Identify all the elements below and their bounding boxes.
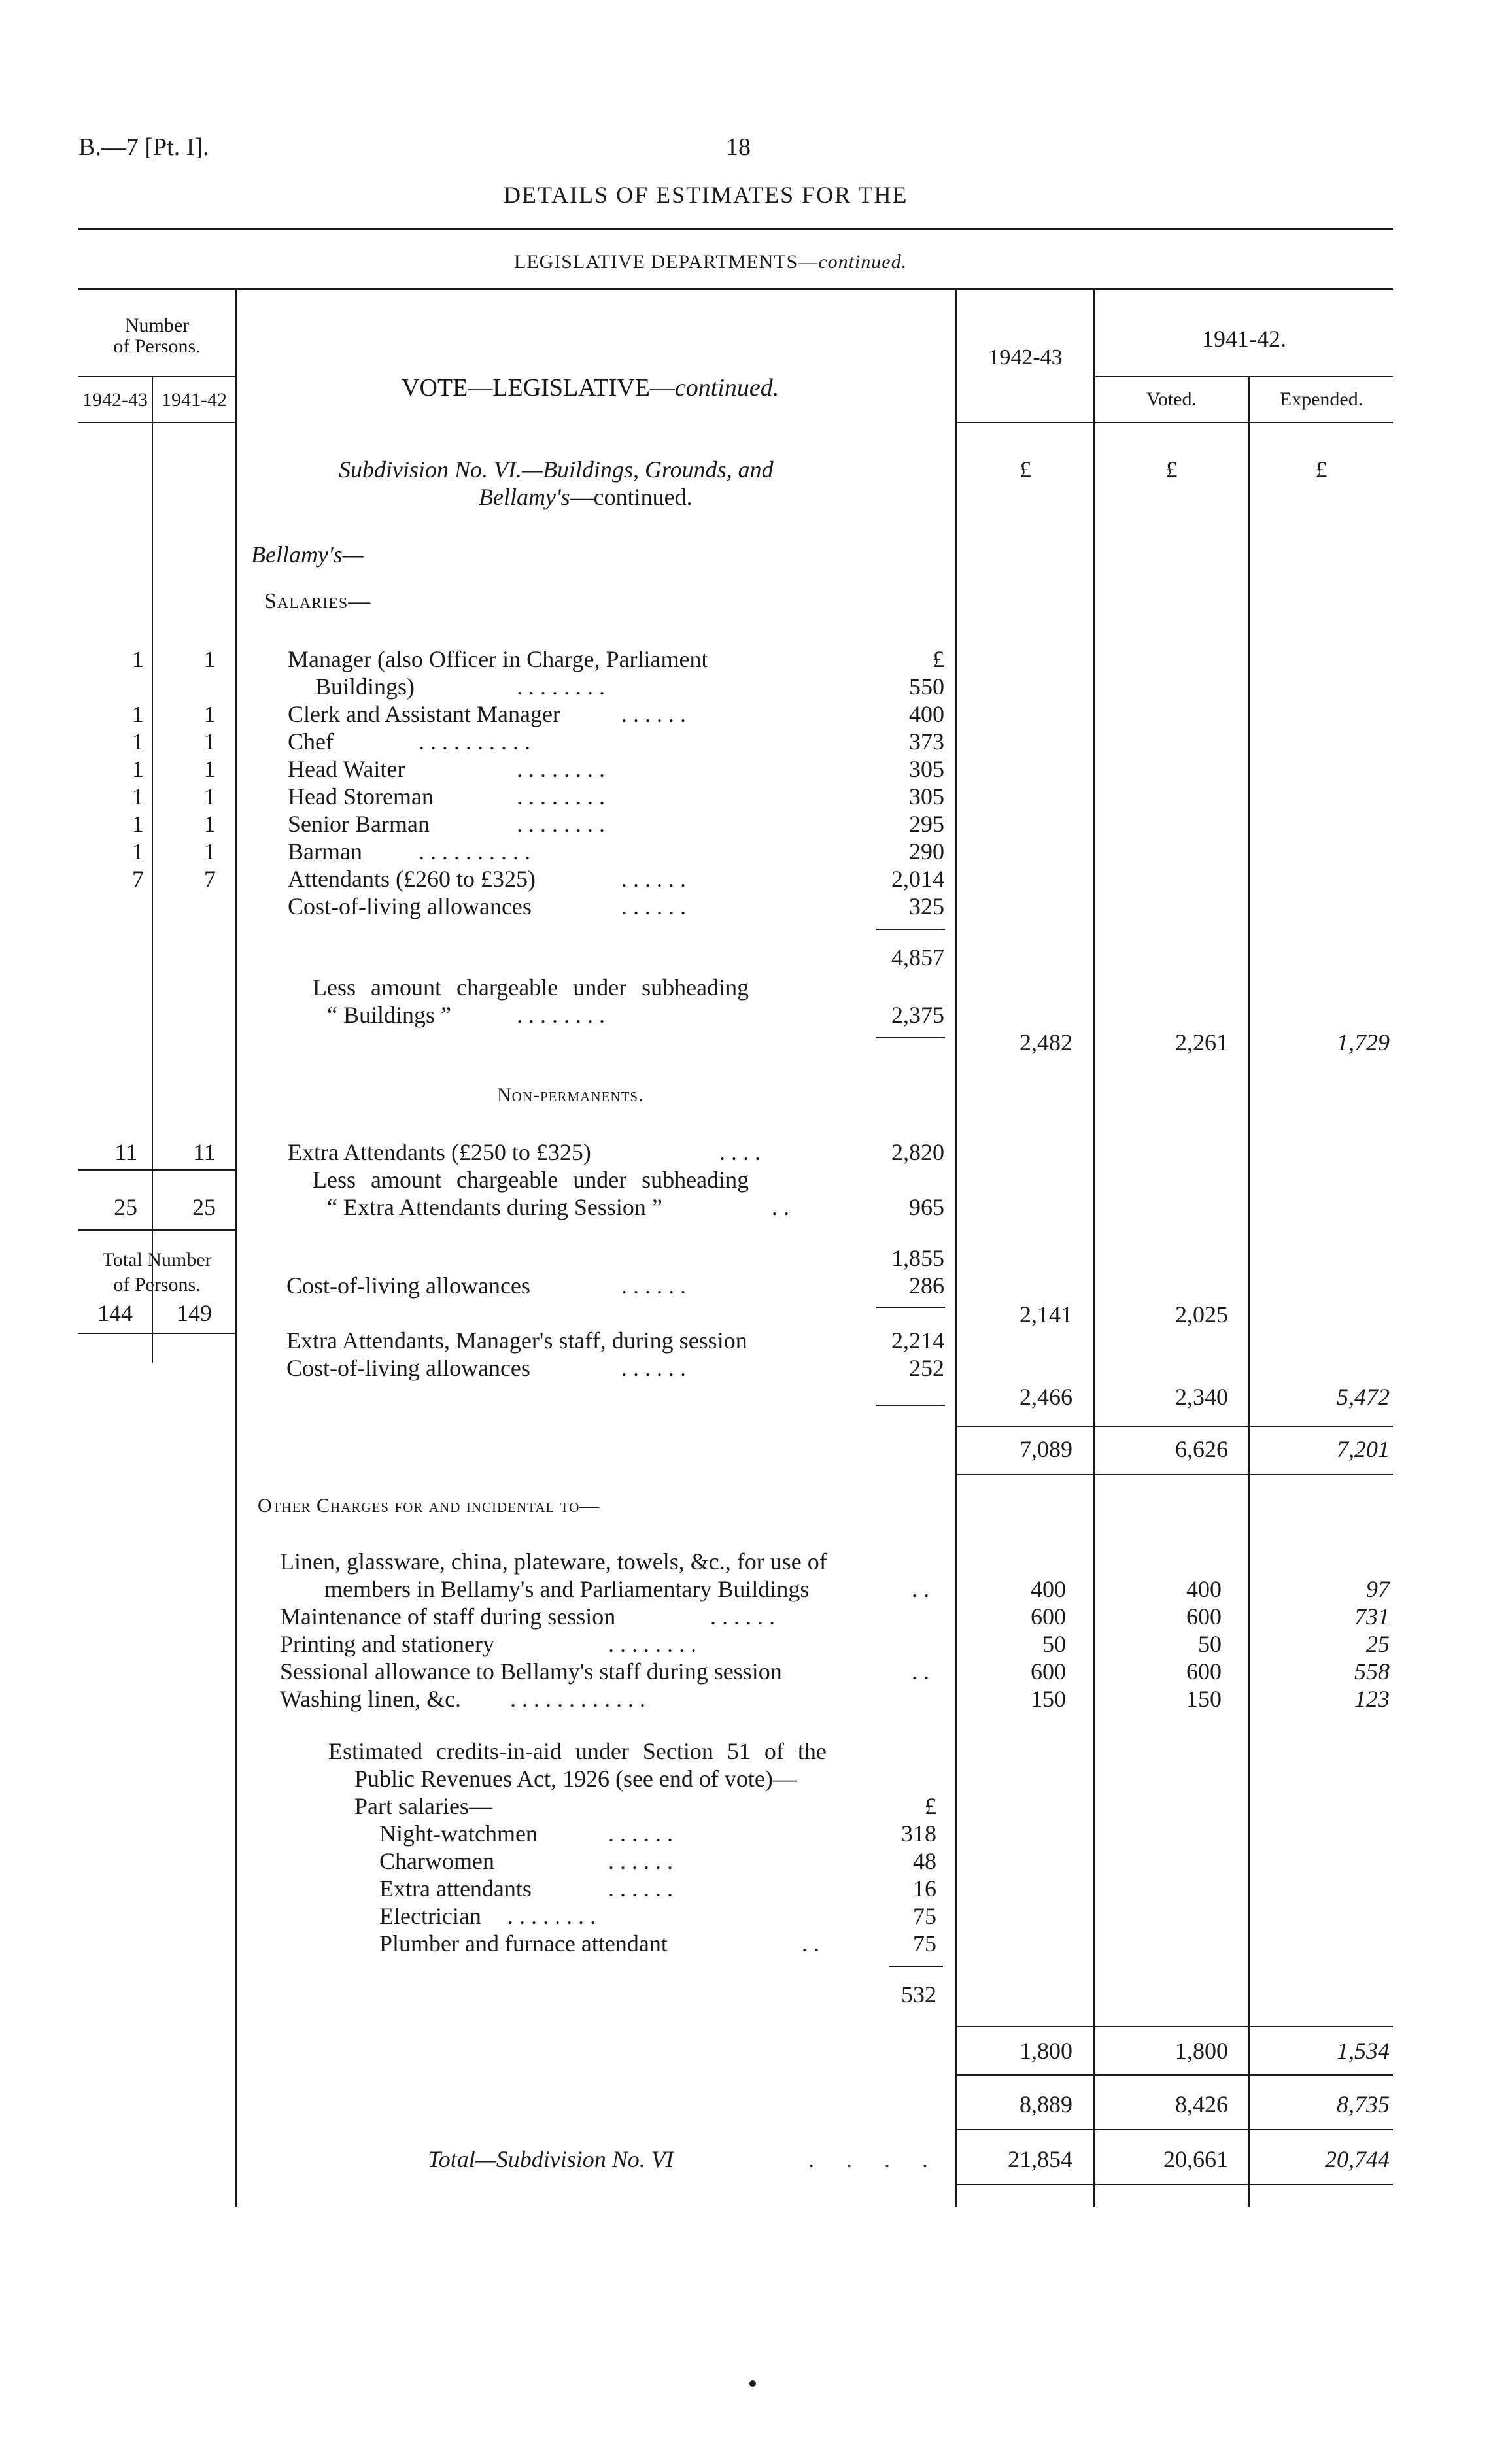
salary-label: Chef [288,728,334,755]
non-perm-net-voted: 2,025 [1175,1301,1228,1327]
non-permanents-heading: Non-permanents. [497,1084,644,1106]
charge-1942: 150 [1031,1686,1066,1712]
salary-amount: 305 [909,783,944,810]
persons-column-divider [235,288,237,2207]
extra-attendants-amount: 2,820 [891,1139,944,1165]
col-voted-divider [1248,376,1250,2207]
charge-expended: 25 [1366,1631,1390,1657]
total-subdivision-label: Total—Subdivision No. VI [428,2146,674,2172]
credit-amount: 75 [913,1903,936,1929]
salary-persons-1941: 1 [204,646,216,672]
salary-persons-1941: 1 [204,728,216,755]
charge-expended: 123 [1354,1686,1390,1712]
salary-label-line1: Manager (also Officer in Charge, Parliament [288,646,708,672]
staff-amount: 2,214 [891,1327,944,1354]
less-line-1: Less amount chargeable under subheading [313,974,749,1001]
non-perm-subtotal: 1,855 [891,1245,944,1271]
charge-1942: 600 [1031,1658,1066,1685]
less-line-1: Less amount chargeable under subheading [313,1167,749,1193]
total-subdivision-expended: 20,744 [1325,2146,1390,2172]
head-bottom-rule [955,422,1393,423]
persons-total-rule [78,1333,235,1334]
subtotal-rule [876,1037,945,1038]
currency-expended: £ [1315,456,1328,483]
total-rule [957,2074,1393,2076]
credit-label: Plumber and furnace attendant [379,1930,668,1957]
salary-persons-1942: 1 [132,783,144,810]
bellamys-heading: Bellamy's— [251,541,364,568]
leader-dots: . . . . . . [621,1355,686,1381]
salary-amount: 305 [909,756,944,782]
bellamys-grand-expended: 8,735 [1337,2091,1390,2117]
header-rule [78,228,1393,230]
subdivision-title: Subdivision No. VI.—Buildings, Grounds, and [339,456,774,483]
salary-label: Cost-of-living allowances [288,893,532,919]
leader-dots: . . [912,1576,929,1602]
leader-dots: . . . . . . . . . . [419,728,530,755]
salary-label: Barman [288,838,362,864]
salary-amount: 295 [909,811,944,837]
total-rule [957,2026,1393,2027]
total-rule [957,2129,1393,2130]
charge-1942: 50 [1042,1631,1066,1657]
salary-persons-1942: 1 [132,701,144,727]
leader-dots: . . . . . . . . [517,783,605,810]
salary-persons-1941: 1 [204,811,216,837]
bellamys-grand-1942: 8,889 [1020,2091,1072,2117]
credits-line-1: Estimated credits-in-aid under Section 51 of the [328,1738,827,1764]
vote-heading: VOTE—LEGISLATIVE—continued. [402,374,780,402]
leader-dots: . . . . . . [621,866,686,892]
leader-dots: . . . . . . . . [517,674,605,700]
salary-label: Attendants (£260 to £325) [288,866,536,892]
credit-amount: 318 [901,1821,936,1847]
credit-label: Night-watchmen [379,1821,538,1847]
salary-persons-1942: 7 [132,866,144,892]
other-total-expended: 1,534 [1337,2038,1390,2064]
charge-voted: 150 [1186,1686,1222,1712]
leader-dots: . . . . . . [608,1821,673,1847]
credit-label: Charwomen [379,1848,494,1874]
subtotal-rule [876,929,945,930]
credit-amount: 16 [913,1875,936,1902]
salaries-grand-voted: 6,626 [1175,1436,1228,1462]
credit-amount: 48 [913,1848,936,1874]
total-rule [957,2184,1393,2185]
salary-persons-1941: 1 [204,838,216,864]
col-1942-divider [1093,288,1095,2207]
charge-label: Printing and stationery [280,1631,494,1657]
leader-dots: . . . . . . . . [517,756,605,782]
cost-of-living-label: Cost-of-living allowances [286,1355,530,1381]
salaries-grand-1942: 7,089 [1020,1436,1072,1462]
credit-label: Electrician [379,1903,481,1929]
subtotal-rule [876,1307,945,1308]
non-perm-net2-voted: 2,340 [1175,1384,1228,1410]
charge-label: members in Bellamy's and Parliamentary Buildings [324,1576,810,1602]
persons-rule [78,1229,235,1231]
total-persons-1942: 144 [97,1300,133,1326]
charge-expended: 97 [1366,1576,1390,1602]
subtotal-rule [889,1966,943,1967]
currency-voted: £ [1165,456,1178,483]
total-subdivision-1942: 21,854 [1008,2146,1072,2172]
page-number: 18 [726,133,751,161]
non-perm-net2-1942: 2,466 [1020,1384,1072,1410]
bellamys-grand-voted: 8,426 [1175,2091,1228,2117]
currency-1942: £ [1020,456,1031,483]
col-1941-header: 1941-42. [1202,326,1286,352]
cost-of-living-label: Cost-of-living allowances [286,1273,530,1299]
charge-voted: 50 [1198,1631,1222,1657]
credit-label: Extra attendants [379,1875,532,1902]
leader-dots: . . . . . . . . . . [419,838,530,864]
salaries-grand-expended: 7,201 [1337,1436,1390,1462]
persons-rule [78,1169,235,1171]
persons-year-b: 1941-42 [162,389,227,411]
col-1942-header: 1942-43 [988,345,1063,369]
less-persons-1941: 25 [192,1194,216,1220]
leader-dots: . . . . . . [608,1848,673,1874]
salary-label: Senior Barman [288,811,430,837]
charge-1942: 400 [1031,1576,1066,1602]
non-perm-net2-expended: 5,472 [1337,1384,1390,1410]
leader-dots: . . [912,1658,929,1685]
charge-expended: 558 [1354,1658,1390,1685]
salaries-total: 4,857 [891,944,944,970]
salary-persons-1941: 1 [204,783,216,810]
extra-attendants-label: Extra Attendants (£250 to £325) [288,1139,591,1165]
salary-amount: 325 [909,893,944,919]
less-persons-1942: 25 [114,1194,137,1220]
part-salaries-label: Part salaries— [354,1793,492,1819]
charge-label: Sessional allowance to Bellamy's staff during session [280,1658,782,1685]
total-rule [957,1474,1393,1475]
leader-dots: . . [772,1194,789,1220]
persons-year-divider [152,376,153,1363]
credits-line-2: Public Revenues Act, 1926 (see end of vote)— [354,1766,797,1792]
leader-dots: . . . . . . . . . . . . [510,1686,645,1712]
bellamys-net-1942: 2,482 [1020,1029,1072,1055]
extra-persons-1942: 11 [114,1139,137,1165]
head-inner-rule [1093,376,1393,377]
leader-dots: . . . . [719,1139,761,1165]
leader-dots: . . . . . . . . [507,1903,596,1929]
total-subdivision-voted: 20,661 [1163,2146,1228,2172]
extra-persons-1941: 11 [193,1139,216,1165]
salary-label: Buildings) [315,674,415,700]
total-persons-1941: 149 [177,1300,212,1326]
total-persons-label-2: of Persons. [113,1274,201,1295]
less-line-2: “ Extra Attendants during Session ” [327,1194,662,1220]
charge-voted: 600 [1186,1658,1222,1685]
col-voted-header: Voted. [1146,388,1197,410]
salary-persons-1941: 1 [204,756,216,782]
table-top-rule [78,288,1393,290]
less-amount: 965 [909,1194,944,1220]
subdivision-title-cont: Bellamy's—continued. [479,484,693,510]
leader-dots: . . . . . . . . [517,811,605,837]
other-total-1942: 1,800 [1020,2038,1072,2064]
charge-expended: 731 [1354,1603,1390,1630]
credit-amount: 75 [913,1930,936,1957]
other-total-voted: 1,800 [1175,2038,1228,2064]
salary-persons-1942: 1 [132,756,144,782]
persons-label-2: of Persons. [113,335,201,357]
salary-label: Clerk and Assistant Manager [288,701,560,727]
leader-dots: . . . . . . [710,1603,775,1630]
salary-amount: 550 [909,674,944,700]
col-expended-header: Expended. [1279,388,1363,410]
charge-label: Maintenance of staff during session [280,1603,616,1630]
salary-amount: 373 [909,728,944,755]
leader-dots: . . . . . . . . [608,1631,696,1657]
salary-amount: 290 [909,838,944,864]
salary-currency: £ [933,646,944,672]
other-charges-heading: Other Charges for and incidental to— [258,1495,600,1516]
salary-persons-1942: 1 [132,728,144,755]
leader-dots: . . . . . . [608,1875,673,1902]
bellamys-net-voted: 2,261 [1175,1029,1228,1055]
subtotal-rule [876,1405,945,1406]
cost-of-living-amount: 286 [909,1273,944,1299]
charge-voted: 400 [1186,1576,1222,1602]
leader-dots: . . . . . . [621,893,686,919]
total-persons-label-1: Total Number [102,1249,212,1271]
salary-label: Head Storeman [288,783,434,810]
persons-year-a: 1942-43 [82,389,148,411]
salaries-heading: Salaries— [264,589,371,613]
salary-persons-1941: 7 [204,866,216,892]
less-line-2: “ Buildings ” [327,1002,451,1028]
page-mark [749,2380,756,2387]
salary-persons-1941: 1 [204,701,216,727]
leader-dots: . . . . . . [621,701,686,727]
salary-label: Head Waiter [288,756,405,782]
leader-dots: . . [802,1930,819,1957]
total-rule [957,1426,1393,1427]
persons-label-1: Number [124,315,190,336]
salary-persons-1942: 1 [132,838,144,864]
charge-voted: 600 [1186,1603,1222,1630]
credits-currency: £ [925,1793,936,1819]
staff-label: Extra Attendants, Manager's staff, during session [286,1327,747,1354]
salary-amount: 2,014 [891,866,944,892]
leader-dots: . . . . [808,2146,928,2172]
charge-label: Washing linen, &c. [280,1686,462,1712]
non-perm-net-1942: 2,141 [1020,1301,1072,1327]
amount-column-divider [955,288,957,2207]
salary-amount: 400 [909,701,944,727]
leader-dots: . . . . . . . . [517,1002,605,1028]
credits-total: 532 [901,1981,936,2008]
less-amount: 2,375 [891,1002,944,1028]
persons-head-bottom-rule [78,422,235,423]
page-subtitle: LEGISLATIVE DEPARTMENTS—continued. [514,251,908,273]
salary-persons-1942: 1 [132,646,144,672]
page-title: DETAILS OF ESTIMATES FOR THE [504,182,908,208]
bellamys-net-expended: 1,729 [1337,1029,1390,1055]
salary-persons-1942: 1 [132,811,144,837]
document-reference: B.—7 [Pt. I]. [78,133,209,161]
leader-dots: . . . . . . [621,1273,686,1299]
persons-head-inner-rule [78,376,235,377]
charge-label-line1: Linen, glassware, china, plateware, towels, &c., for use of [280,1549,827,1575]
cost-of-living-amount: 252 [909,1355,944,1381]
charge-1942: 600 [1031,1603,1066,1630]
